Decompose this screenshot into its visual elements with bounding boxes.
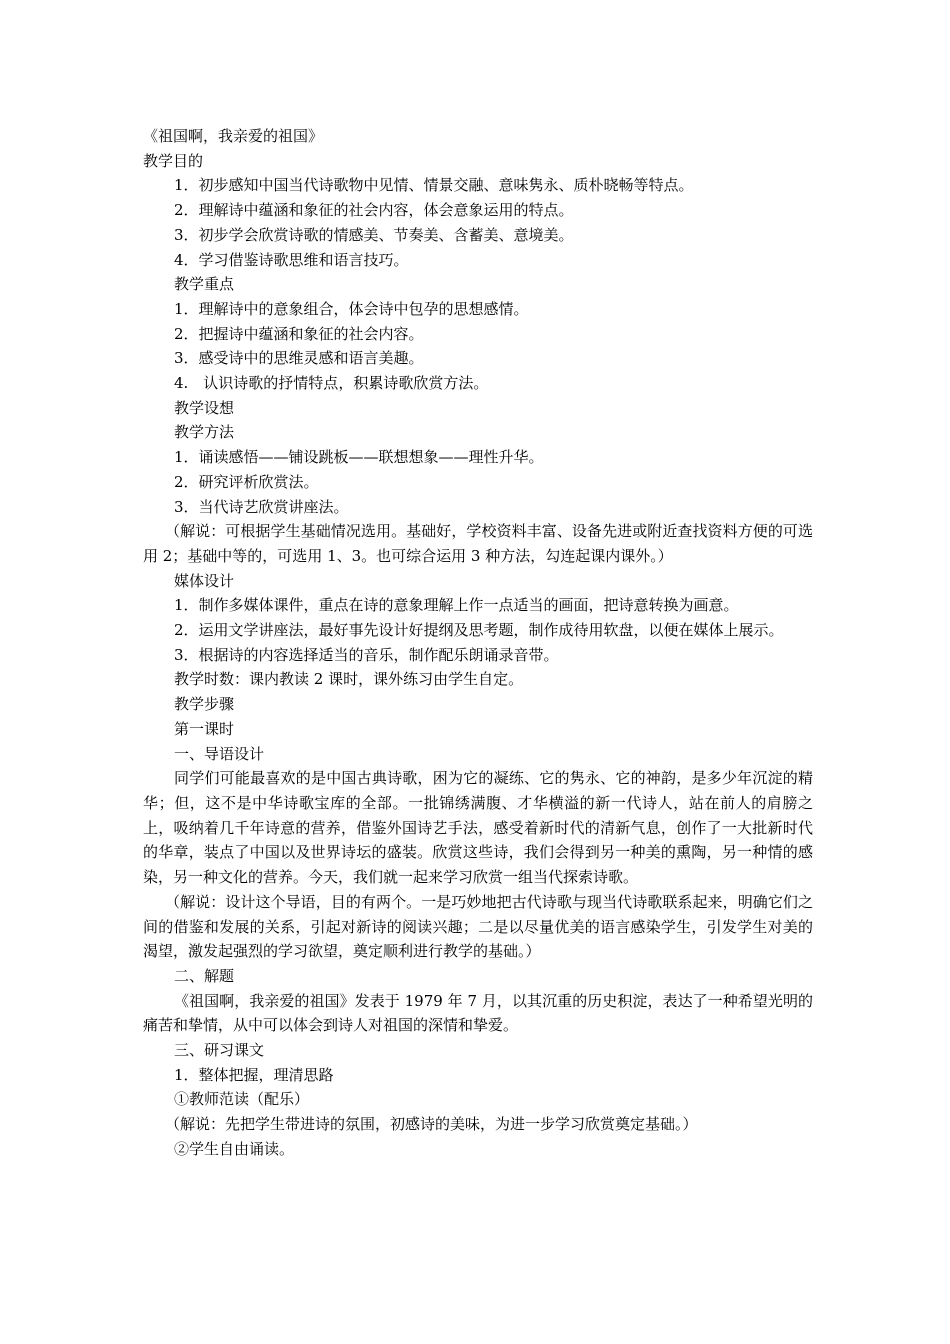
method-note: （解说：可根据学生基础情况选用。基础好，学校资料丰富、设备先进或附近查找资料方便的可选用 2；基础中等的，可选用 1、3。也可综合运用 3 种方法，勾连起课内课外。） [143,522,813,565]
goal-item: 2．理解诗中蕴涵和象征的社会内容，体会意象运用的特点。 [174,201,574,220]
goal-item: 4．学习借鉴诗歌思维和语言技巧。 [174,250,409,269]
media-item: 1．制作多媒体课件，重点在诗的意象理解上作一点适当的画面，把诗意转换为画意。 [174,596,739,615]
steps-heading: 教学步骤 [174,695,235,714]
section-heading: 二、解题 [174,966,235,985]
teaching-hours: 教学时数：课内教读 2 课时，课外练习由学生自定。 [174,670,524,689]
goals-heading: 教学目的 [143,151,204,170]
document-page [143,124,813,1162]
intro-note: （解说：设计这个导语，目的有两个。一是巧妙地把古代诗歌与现当代诗歌联系起来，明确它们之间的借鉴和发展的关系，引起对新诗的阅读兴趣；二是以尽量优美的语言感染学生，引发学生对美的渴望，激发起强烈的学习欲望，奠定顺利进行教学的基础。） [143,892,813,961]
method-heading: 教学方法 [174,423,235,442]
key-heading: 教学重点 [174,275,235,294]
method-item: 3．当代诗艺欣赏讲座法。 [174,497,349,516]
document-title: 《祖国啊，我亲爱的祖国》 [143,127,324,145]
method-item: 1．诵读感悟——铺设跳板——联想想象——理性升华。 [174,448,544,467]
title-explanation: 《祖国啊，我亲爱的祖国》发表于 1979 年 7 月，以其沉重的历史积淀，表达了一种希望光明的痛苦和挚情，从中可以体会到诗人对祖国的深情和挚爱。 [143,991,813,1035]
step-item: ②学生自由诵读。 [174,1139,295,1158]
method-item: 2．研究评析欣赏法。 [174,472,319,491]
media-item: 3．根据诗的内容选择适当的音乐，制作配乐朗诵录音带。 [174,645,559,664]
media-item: 2．运用文学讲座法，最好事先设计好提纲及思考题，制作成待用软盘，以便在媒体上展示。 [174,621,784,640]
key-item: 4. 认识诗歌的抒情特点，积累诗歌欣赏方法。 [174,374,489,393]
step-item: ①教师范读（配乐） [174,1090,310,1109]
subsection-heading: 1．整体把握，理清思路 [174,1065,334,1084]
section-heading: 一、导语设计 [174,744,265,763]
idea-heading: 教学设想 [174,398,235,417]
section-heading: 三、研习课文 [174,1041,265,1060]
key-item: 1．理解诗中的意象组合，体会诗中包孕的思想感情。 [174,299,529,318]
lesson-heading: 第一课时 [174,719,235,738]
key-item: 3．感受诗中的思维灵感和语言美趣。 [174,349,424,368]
intro-paragraph: 同学们可能最喜欢的是中国古典诗歌，困为它的凝练、它的隽永、它的神韵，是多少年沉淀的精华；但，这不是中华诗歌宝库的全部。一批锦绣满腹、才华横溢的新一代诗人，站在前人的肩膀之上，吸纳着几千年诗意的营养，借鉴外国诗艺手法，感受着新时代的清新气息，创作了一大批新时代的华章，装点了中国以及世界诗坛的盛装。欣赏这些诗，我们会得到另一种美的熏陶，另一种情的感染，另一种文化的营养。今天，我们就一起来学习欣赏一组当代探索诗歌。 [143,769,813,887]
step-note: （解说：先把学生带进诗的氛围，初感诗的美味，为进一步学习欣赏奠定基础。） [165,1115,698,1134]
goal-item: 1．初步感知中国当代诗歌物中见情、情景交融、意味隽永、质朴晓畅等特点。 [174,176,694,195]
goal-item: 3．初步学会欣赏诗歌的情感美、节奏美、含蓄美、意境美。 [174,225,574,244]
key-item: 2．把握诗中蕴涵和象征的社会内容。 [174,324,424,343]
media-heading: 媒体设计 [174,571,235,590]
